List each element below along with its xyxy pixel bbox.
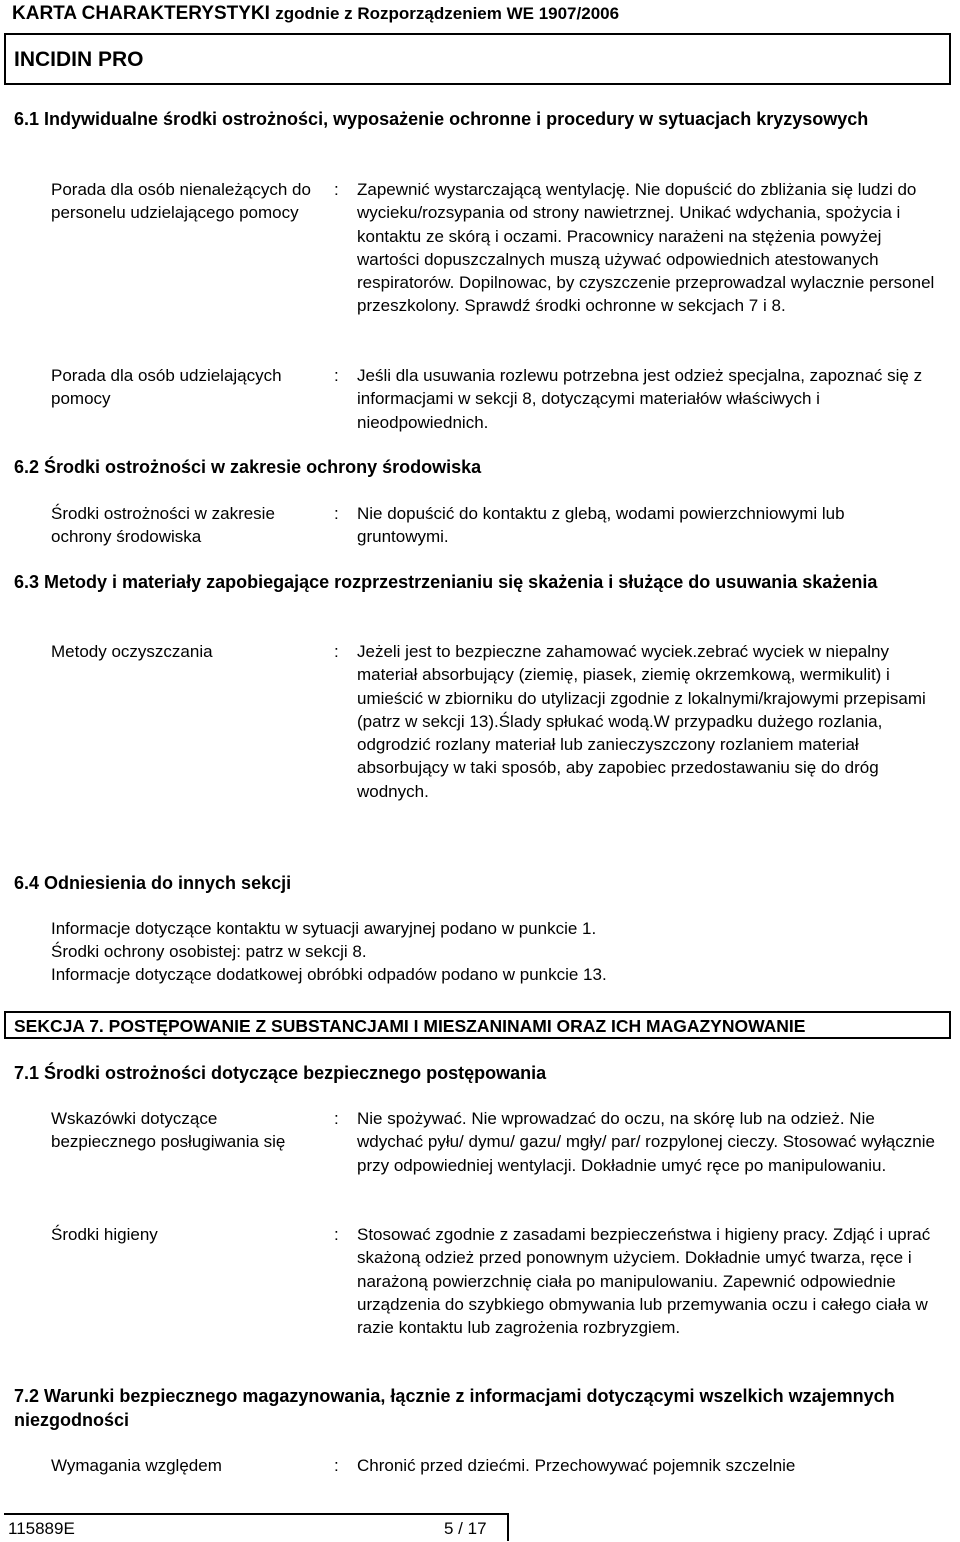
page-footer <box>4 1513 509 1541</box>
row-environmental-precautions <box>51 502 941 550</box>
product-name-box <box>4 33 951 85</box>
section-6-2-heading: 6.2 Środki ostrożności w zakresie ochrony środowiska <box>14 457 482 477</box>
section-7-1-heading: 7.1 Środki ostrożności dotyczące bezpiecznego postępowania <box>14 1063 547 1083</box>
row-value: Stosować zgodnie z zasadami bezpieczeństwa i higieny pracy. Zdjąć i uprać skażoną odzież przed ponownym użyciem. Dokładnie umyć twarza, ręce i narażoną powierzchnię ciała po manipulowaniu. Zapewnić odpowiednie urządzenia do szybkiego obmywania lub przemywania oczu i całego ciała w razie kontaktu lub zagrożenia rozbryzgiem. <box>357 1225 931 1338</box>
document-title <box>12 3 619 25</box>
reference-line: Informacje dotyczące dodatkowej obróbki odpadów podano w punkcie 13. <box>51 965 607 984</box>
row-value: Jeśli dla usuwania rozlewu potrzebna jest odzież specjalna, zapoznać się z informacjami w sekcji 8, dotyczącymi materiałów właściwych i nieodpowiednich. <box>357 366 923 432</box>
row-label: Wymagania względem <box>51 1456 222 1475</box>
row-colon: : <box>334 1109 339 1128</box>
row-hygiene-measures <box>51 1223 941 1365</box>
row-colon: : <box>334 1456 339 1475</box>
section-7-title: SEKCJA 7. POSTĘPOWANIE Z SUBSTANCJAMI I MIESZANINAMI ORAZ ICH MAGAZYNOWANIE <box>14 1016 806 1036</box>
section-6-3-heading: 6.3 Metody i materiały zapobiegające rozprzestrzenianiu się skażenia i służące do usuwania skażenia <box>14 572 878 592</box>
row-advice-emergency <box>51 364 941 436</box>
row-cleanup-methods <box>51 640 941 830</box>
section-7-title-box <box>4 1011 951 1039</box>
row-colon: : <box>334 180 339 199</box>
document-id: 115889E <box>8 1519 75 1538</box>
row-label: Porada dla osób nienależących do personelu udzielającego pomocy <box>51 180 311 223</box>
row-storage-requirements <box>51 1454 941 1480</box>
section-6-4-heading: 6.4 Odniesienia do innych sekcji <box>14 873 292 893</box>
row-colon: : <box>334 504 339 523</box>
row-label: Wskazówki dotyczące bezpiecznego posługiwania się <box>51 1109 286 1152</box>
row-value: Nie dopuścić do kontaktu z glebą, wodami powierzchniowymi lub gruntowymi. <box>357 504 845 547</box>
reference-line: Informacje dotyczące kontaktu w sytuacji awaryjnej podano w punkcie 1. <box>51 919 597 938</box>
row-value: Nie spożywać. Nie wprowadzać do oczu, na skórę lub na odzież. Nie wdychać pyłu/ dymu/ gazu/ mgły/ par/ rozpylonej cieczy. Stosować wyłącznie przy odpowiedniej wentylacji. Dokładnie umyć ręce po manipulowaniu. <box>357 1109 935 1175</box>
row-colon: : <box>334 366 339 385</box>
row-value: Jeżeli jest to bezpieczne zahamować wyciek.zebrać wyciek w niepalny materiał absorbujący (ziemię, piasek, ziemię okrzemkową, wermikulit) i umieścić w zbiorniku do utylizacji zgodnie z lokalnymi/krajowymi przepisami (patrz w sekcji 13).Ślady spłukać wodą.W przypadku dużego rozlania, odgrodzić rozlany materiał lub zanieczyszczony rozlaniem materiał absorbujący w taki sposób, aby zapobiec przedostawaniu się do dróg wodnych. <box>357 642 926 801</box>
product-name: INCIDIN PRO <box>14 48 144 71</box>
row-colon: : <box>334 1225 339 1244</box>
row-label: Środki ostrożności w zakresie ochrony środowiska <box>51 504 275 547</box>
row-value: Zapewnić wystarczającą wentylację. Nie dopuścić do zbliżania się ludzi do wycieku/rozsypania od strony nawietrznej. Unikać wdychania, spożycia i kontaktu ze skórą i oczami. Pracownicy narażeni na stężenia powyżej wartości dopuszczalnych muszą używać odpowiednich atestowanych respiratorów. Dopilnowac, by czyszczenie przeprowadzal wylacznie personel przeszkolony. Sprawdź środki ochronne w sekcjach 7 i 8. <box>357 180 935 316</box>
section-7-2-heading: 7.2 Warunki bezpiecznego magazynowania, łącznie z informacjami dotyczącymi wszelkich wzajemnych niezgodności <box>14 1386 895 1430</box>
row-safe-handling <box>51 1107 941 1202</box>
row-label: Metody oczyszczania <box>51 642 213 661</box>
section-6-1-heading: 6.1 Indywidualne środki ostrożności, wyposażenie ochronne i procedury w sytuacjach kryzysowych <box>14 109 869 129</box>
row-label: Porada dla osób udzielających pomocy <box>51 366 282 409</box>
row-advice-non-emergency <box>51 178 941 343</box>
title-regulation: zgodnie z Rozporządzeniem WE 1907/2006 <box>275 4 620 23</box>
title-main: KARTA CHARAKTERYSTYKI <box>12 3 270 24</box>
page-number: 5 / 17 <box>444 1519 487 1538</box>
row-value: Chronić przed dziećmi. Przechowywać pojemnik szczelnie <box>357 1456 796 1475</box>
reference-line: Środki ochrony osobistej: patrz w sekcji 8. <box>51 942 367 961</box>
row-label: Środki higieny <box>51 1225 158 1244</box>
row-colon: : <box>334 642 339 661</box>
